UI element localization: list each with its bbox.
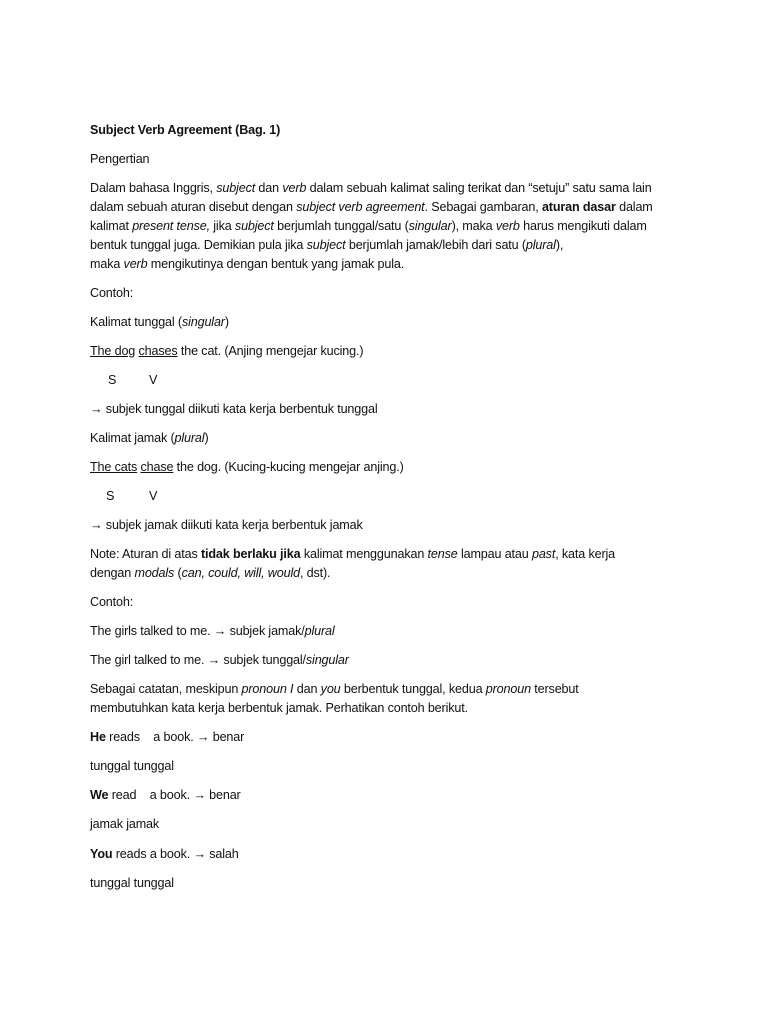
- we-gloss: jamak jamak: [90, 817, 160, 831]
- s-label: S: [108, 373, 117, 387]
- example-label: Contoh:: [90, 595, 134, 609]
- verb-underline: chase: [140, 460, 174, 474]
- you-example: You reads a book. → salah: [90, 847, 239, 861]
- catatan-line: membutuhkan kata kerja berbentuk jamak. Perhatikan contoh berikut.: [90, 701, 468, 715]
- singular-note: → subjek tunggal diikuti kata kerja berbentuk tunggal: [90, 402, 378, 416]
- verb-underline: chases: [138, 344, 178, 358]
- singular-example: The dog chases the cat. (Anjing mengejar kucing.): [90, 344, 364, 358]
- he-example: He reads a book. → benar: [90, 730, 245, 744]
- section-heading: Pengertian: [90, 152, 150, 166]
- subject-underline: The dog: [90, 344, 136, 358]
- example-label: Contoh:: [90, 286, 134, 300]
- v-label: V: [149, 489, 158, 503]
- intro-line: bentuk tunggal juga. Demikian pula jika subject berjumlah jamak/lebih dari satu (plural),: [90, 238, 564, 252]
- he-gloss: tunggal tunggal: [90, 759, 174, 773]
- note-line: dengan modals (can, could, will, would, dst).: [90, 566, 331, 580]
- intro-line: Dalam bahasa Inggris, subject dan verb dalam sebuah kalimat saling terikat dan “setuju” satu sama lain: [90, 181, 652, 195]
- intro-line: kalimat present tense, jika subject berjumlah tunggal/satu (singular), maka verb harus mengikuti dalam: [90, 219, 647, 233]
- note-line: Note: Aturan di atas tidak berlaku jika kalimat menggunakan tense lampau atau past, kata kerja: [90, 547, 615, 561]
- catatan-line: Sebagai catatan, meskipun pronoun I dan you berbentuk tunggal, kedua pronoun tersebut: [90, 682, 579, 696]
- subject-underline: The cats: [90, 460, 138, 474]
- intro-line: maka verb mengikutinya dengan bentuk yang jamak pula.: [90, 257, 405, 271]
- v-label: V: [149, 373, 158, 387]
- s-label: S: [106, 489, 115, 503]
- singular-heading: Kalimat tunggal (singular): [90, 315, 229, 329]
- plural-example: The cats chase the dog. (Kucing-kucing mengejar anjing.): [90, 460, 404, 474]
- past-example-plural: The girls talked to me. → subjek jamak/plural: [90, 624, 335, 638]
- intro-line: dalam sebuah aturan disebut dengan subject verb agreement. Sebagai gambaran, aturan dasar dalam: [90, 200, 653, 214]
- we-example: We read a book. → benar: [90, 788, 241, 802]
- past-example-singular: The girl talked to me. → subjek tunggal/singular: [90, 653, 349, 667]
- document-title: Subject Verb Agreement (Bag. 1): [90, 123, 281, 137]
- you-gloss: tunggal tunggal: [90, 876, 174, 890]
- plural-heading: Kalimat jamak (plural): [90, 431, 209, 445]
- plural-note: → subjek jamak diikuti kata kerja berbentuk jamak: [90, 518, 363, 532]
